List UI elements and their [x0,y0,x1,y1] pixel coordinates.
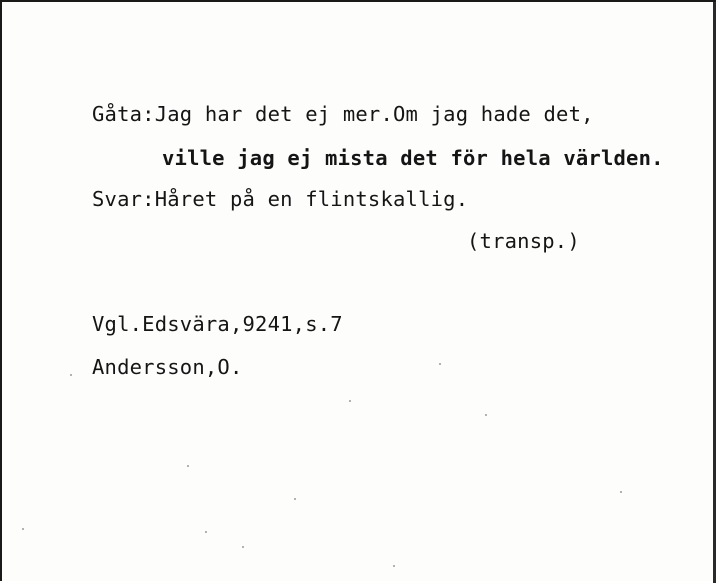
riddle-question-line2: ville jag ej mista det för hela världen. [162,146,664,170]
transcription-note: (transp.) [467,229,580,253]
paper-speck [620,491,622,493]
paper-speck [187,465,189,467]
source-reference: Vgl.Edsvära,9241,s.7 [92,312,343,336]
paper-speck [349,400,351,402]
paper-speck [439,363,441,365]
paper-speck [22,528,24,530]
paper-speck [205,531,207,533]
paper-speck [393,565,395,567]
riddle-answer: Svar:Håret på en flintskallig. [92,187,469,211]
informant-name: Andersson,O. [92,355,243,379]
paper-speck [294,498,296,500]
paper-speck [485,414,487,416]
paper-speck [70,374,72,376]
paper-speck [242,546,244,548]
riddle-question-line1: Gåta:Jag har det ej mer.Om jag hade det, [92,102,594,126]
